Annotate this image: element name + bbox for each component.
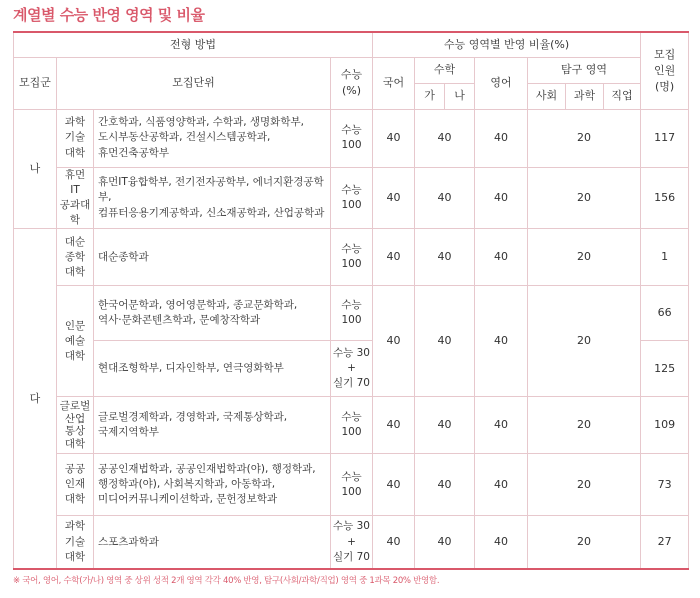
inquiry-cell: 20 (528, 516, 641, 569)
inquiry-cell: 20 (528, 109, 641, 167)
math-cell: 40 (415, 516, 475, 569)
admission-ratio-table (13, 31, 689, 570)
inquiry-cell: 20 (528, 397, 641, 454)
college-cell: 공공 인재 대학 (57, 454, 94, 516)
header-social: 사회 (528, 83, 566, 109)
quota-cell: 109 (641, 397, 689, 454)
suneung-cell: 수능 30 + 실기 70 (331, 341, 373, 397)
english-cell: 40 (475, 397, 528, 454)
header-science: 과학 (566, 83, 604, 109)
suneung-cell: 수능 100 (331, 286, 373, 341)
unit-cell: 공공인재법학과, 공공인재법학과(야), 행정학과, 행정학과(야), 사회복지학과, 아동학과, 미디어커뮤니케이션학과, 문헌정보학과 (94, 454, 331, 516)
math-cell: 40 (415, 454, 475, 516)
unit-cell: 대순종학과 (94, 229, 331, 286)
korean-cell: 40 (373, 516, 415, 569)
math-cell: 40 (415, 167, 475, 229)
math-cell: 40 (415, 286, 475, 397)
english-cell: 40 (475, 286, 528, 397)
header-inquiry: 탐구 영역 (528, 57, 641, 83)
header-suneung: 수능 (%) (331, 57, 373, 109)
suneung-cell: 수능 100 (331, 397, 373, 454)
quota-cell: 156 (641, 167, 689, 229)
suneung-cell: 수능 100 (331, 167, 373, 229)
inquiry-cell: 20 (528, 167, 641, 229)
quota-cell: 27 (641, 516, 689, 569)
inquiry-cell: 20 (528, 454, 641, 516)
unit-cell: 간호학과, 식품영양학과, 수학과, 생명화학부, 도시부동산공학과, 건설시스템공학과, 휴먼건축공학부 (94, 109, 331, 167)
college-cell: 휴먼 IT 공과대학 (57, 167, 94, 229)
math-cell: 40 (415, 397, 475, 454)
college-cell: 과학 기술 대학 (57, 109, 94, 167)
college-cell: 인문 예술 대학 (57, 286, 94, 397)
quota-cell: 66 (641, 286, 689, 341)
korean-cell: 40 (373, 286, 415, 397)
inquiry-cell: 20 (528, 286, 641, 397)
unit-cell: 한국어문학과, 영어영문학과, 종교문화학과, 역사·문화콘텐츠학과, 문예창작학과 (94, 286, 331, 341)
korean-cell: 40 (373, 397, 415, 454)
college-cell: 대순 종학 대학 (57, 229, 94, 286)
english-cell: 40 (475, 454, 528, 516)
header-vocational: 직업 (604, 83, 641, 109)
math-cell: 40 (415, 109, 475, 167)
header-group: 모집군 (14, 57, 57, 109)
inquiry-cell: 20 (528, 229, 641, 286)
suneung-cell: 수능 30 + 실기 70 (331, 516, 373, 569)
group-da: 다 (14, 229, 57, 569)
unit-cell: 스포츠과학과 (94, 516, 331, 569)
korean-cell: 40 (373, 454, 415, 516)
footnote: ※ 국어, 영어, 수학(가/나) 영역 중 상위 성적 2개 영역 각각 40% 반영, 탐구(사회/과학/직업) 영역 중 1과목 20% 반영함. (13, 576, 440, 586)
header-ratio: 수능 영역별 반영 비율(%) (373, 32, 641, 57)
math-cell: 40 (415, 229, 475, 286)
header-math-ga: 가 (415, 83, 445, 109)
korean-cell: 40 (373, 229, 415, 286)
header-method: 전형 방법 (14, 32, 373, 57)
english-cell: 40 (475, 167, 528, 229)
quota-cell: 117 (641, 109, 689, 167)
english-cell: 40 (475, 229, 528, 286)
header-english: 영어 (475, 57, 528, 109)
quota-cell: 125 (641, 341, 689, 397)
suneung-cell: 수능 100 (331, 229, 373, 286)
english-cell: 40 (475, 109, 528, 167)
header-math: 수학 (415, 57, 475, 83)
quota-cell: 1 (641, 229, 689, 286)
suneung-cell: 수능 100 (331, 109, 373, 167)
english-cell: 40 (475, 516, 528, 569)
college-cell: 과학 기술 대학 (57, 516, 94, 569)
header-korean: 국어 (373, 57, 415, 109)
quota-cell: 73 (641, 454, 689, 516)
group-na: 나 (14, 109, 57, 229)
unit-cell: 현대조형학부, 디자인학부, 연극영화학부 (94, 341, 331, 397)
header-quota: 모집 인원 (명) (641, 32, 689, 109)
unit-cell: 글로벌경제학과, 경영학과, 국제통상학과, 국제지역학부 (94, 397, 331, 454)
header-unit: 모집단위 (57, 57, 331, 109)
korean-cell: 40 (373, 109, 415, 167)
header-math-na: 나 (445, 83, 475, 109)
suneung-cell: 수능 100 (331, 454, 373, 516)
unit-cell: 휴먼IT융합학부, 전기전자공학부, 에너지환경공학부, 컴퓨터응용기계공학과, 신소재공학과, 산업공학과 (94, 167, 331, 229)
korean-cell: 40 (373, 167, 415, 229)
page-title: 계열별 수능 반영 영역 및 비율 (13, 6, 205, 24)
college-cell: 글로벌 산업 통상 대학 (57, 397, 94, 454)
